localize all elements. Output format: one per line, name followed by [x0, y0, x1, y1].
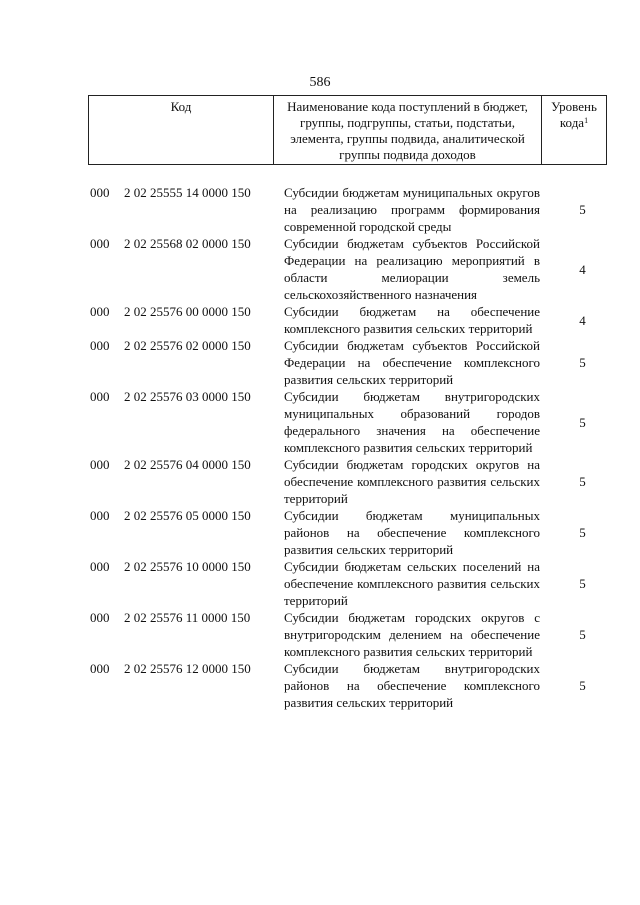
- row-prefix: 000: [90, 559, 110, 574]
- row-code: 2 02 25576 04 0000 150: [124, 457, 251, 472]
- row-level: 4: [579, 312, 586, 328]
- row-name: Субсидии бюджетам муниципальных округов на реализацию программ формирования современной городской среды: [284, 185, 540, 234]
- row-prefix: 000: [90, 661, 110, 676]
- row-level: 5: [579, 355, 586, 370]
- row-name: Субсидии бюджетам муниципальных районов на обеспечение комплексного развития сельских территорий: [284, 508, 540, 557]
- table-row: [88, 235, 607, 303]
- table-row: [88, 660, 607, 711]
- table-row: [88, 558, 607, 609]
- page-number: 586: [309, 75, 331, 90]
- row-prefix: 000: [90, 610, 110, 625]
- table-header: [88, 95, 607, 165]
- row-level: 5: [579, 678, 586, 693]
- row-code: 2 02 25576 11 0000 150: [124, 610, 251, 625]
- row-name: Субсидии бюджетам городских округов с внутригородским делением на обеспечение комплексного развития сельских территорий: [284, 610, 540, 659]
- row-code: 2 02 25576 12 0000 150: [124, 661, 251, 676]
- row-prefix: 000: [90, 304, 110, 319]
- row-code: 2 02 25555 14 0000 150: [124, 185, 251, 200]
- row-name: Субсидии бюджетам субъектов Российской Федерации на обеспечение комплексного развития сельских территорий: [284, 338, 540, 387]
- row-level: 5: [579, 202, 586, 217]
- row-code: 2 02 25576 10 0000 150: [124, 559, 251, 574]
- header-name: Наименование кода поступлений в бюджет, группы, подгруппы, статьи, подстатьи, элемента, группы подвида, аналитической группы подвида доходов: [274, 96, 542, 164]
- row-prefix: 000: [90, 389, 110, 404]
- table-row: [88, 337, 607, 388]
- row-code: 2 02 25576 05 0000 150: [124, 508, 251, 523]
- table-row: [88, 507, 607, 558]
- row-code: 2 02 25576 02 0000 150: [124, 338, 251, 353]
- table-body: [88, 184, 607, 711]
- header-level-label: Уровень кода: [551, 99, 597, 130]
- row-level: 5: [579, 474, 586, 489]
- row-prefix: 000: [90, 457, 110, 472]
- row-name: Субсидии бюджетам на обеспечение комплексного развития сельских территорий: [284, 304, 540, 336]
- row-level: 5: [579, 576, 586, 591]
- table-row: [88, 388, 607, 456]
- row-name: Субсидии бюджетам сельских поселений на обеспечение комплексного развития сельских территорий: [284, 559, 540, 608]
- row-code: 2 02 25568 02 0000 150: [124, 236, 251, 251]
- row-name: Субсидии бюджетам субъектов Российской Федерации на реализацию мероприятий в области мелиорации земель сельскохозяйственного назначения: [284, 236, 540, 302]
- header-level-footnote: 1: [584, 116, 589, 125]
- row-code: 2 02 25576 00 0000 150: [124, 304, 251, 319]
- header-level: [542, 96, 606, 164]
- row-prefix: 000: [90, 236, 110, 251]
- table-row: [88, 609, 607, 660]
- row-level: 4: [579, 261, 586, 277]
- row-name: Субсидии бюджетам внутригородских районов на обеспечение комплексного развития сельских территорий: [284, 661, 540, 710]
- row-level: 5: [579, 627, 586, 642]
- row-prefix: 000: [90, 338, 110, 353]
- row-code: 2 02 25576 03 0000 150: [124, 389, 251, 404]
- table-row: [88, 303, 607, 337]
- row-name: Субсидии бюджетам городских округов на обеспечение комплексного развития сельских территорий: [284, 457, 540, 506]
- row-prefix: 000: [90, 185, 110, 200]
- row-prefix: 000: [90, 508, 110, 523]
- table-row: [88, 184, 607, 235]
- row-level: 5: [579, 525, 586, 540]
- header-code: Код: [89, 96, 274, 164]
- row-level: 5: [579, 414, 586, 430]
- row-name: Субсидии бюджетам внутригородских муниципальных образований городов федерального значения на обеспечение комплексного развития сельских территорий: [284, 389, 540, 455]
- table-row: [88, 456, 607, 507]
